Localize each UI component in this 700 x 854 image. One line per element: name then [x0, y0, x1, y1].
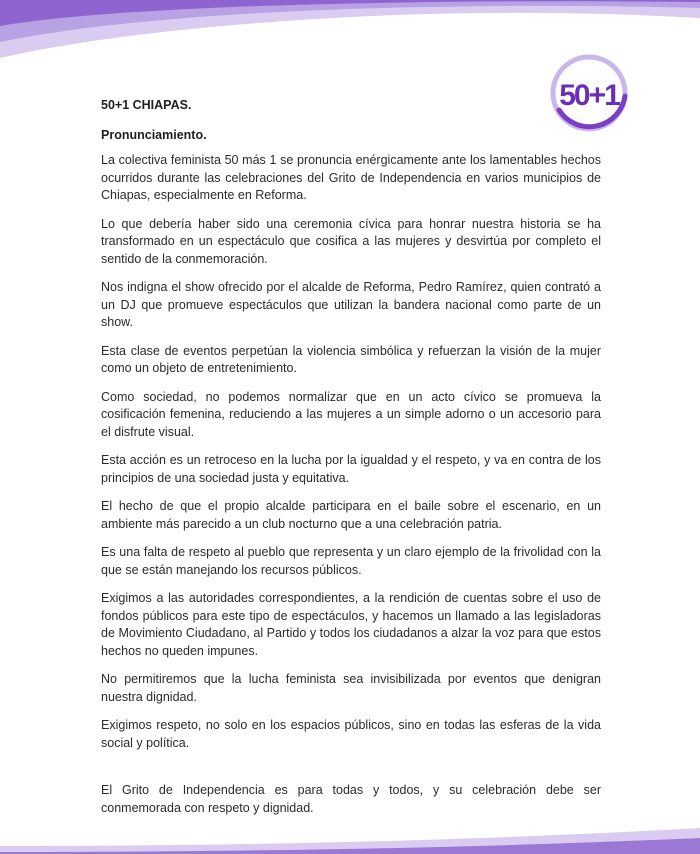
paragraph: Esta acción es un retroceso en la lucha por la igualdad y el respeto, y va en contra de los principios de una sociedad justa y equitativa.: [101, 453, 601, 485]
section-title: Pronunciamiento.: [101, 128, 207, 142]
paragraph: No permitiremos que la lucha feminista sea invisibilizada por eventos que denigran nuestra dignidad.: [101, 672, 601, 704]
paragraph: Lo que debería haber sido una ceremonia cívica para honrar nuestra historia se ha transformado en un espectáculo que cosifica a las mujeres y desvirtúa por completo el sentido de la conmemoración.: [101, 216, 601, 266]
paragraph: Esta clase de eventos perpetúan la violencia simbólica y refuerzan la visión de la mujer como un objeto de entretenimiento.: [101, 343, 601, 375]
paragraph: Como sociedad, no podemos normalizar que en un acto cívico se promueva la cosificación femenina, reduciendo a las mujeres a un simple adorno o un accesorio para el disfrute visual.: [101, 389, 601, 439]
document-body: [101, 96, 601, 828]
closing-paragraph: El Grito de Independencia es para todas y todos, y su celebración debe ser conmemorada con respeto y dignidad.: [101, 783, 601, 815]
logo-text: 50+1: [559, 79, 619, 112]
paragraph: La colectiva feminista 50 más 1 se pronuncia enérgicamente ante los lamentables hechos ocurridos durante las celebraciones del Grito de Independencia en varios municipios de Chiapas, especialmente en Reforma.: [101, 153, 601, 202]
org-title: 50+1 CHIAPAS.: [101, 98, 192, 112]
paragraph: Exigimos a las autoridades correspondientes, a la rendición de cuentas sobre el uso de fondos públicos para este tipo de espectáculos, y hacemos un llamado a las legisladoras de Movimiento Ciudadano, al Partido y todos los ciudadanos a alzar la voz para que estos hechos no queden impunes.: [101, 591, 601, 658]
paragraph: El hecho de que el propio alcalde participara en el baile sobre el escenario, en un ambiente más parecido a un club nocturno que a una celebración patria.: [101, 499, 601, 531]
paragraph: Exigimos respeto, no solo en los espacios públicos, sino en todas las esferas de la vida social y política.: [101, 718, 601, 750]
bottom-wave-decoration: [0, 824, 700, 854]
paragraph: Es una falta de respeto al pueblo que representa y un claro ejemplo de la frivolidad con la que se están manejando los recursos públicos.: [101, 545, 601, 577]
paragraph: Nos indigna el show ofrecido por el alcalde de Reforma, Pedro Ramírez, quien contrató a un DJ que promueve espectáculos que utilizan la bandera nacional como parte de un show.: [101, 280, 601, 329]
